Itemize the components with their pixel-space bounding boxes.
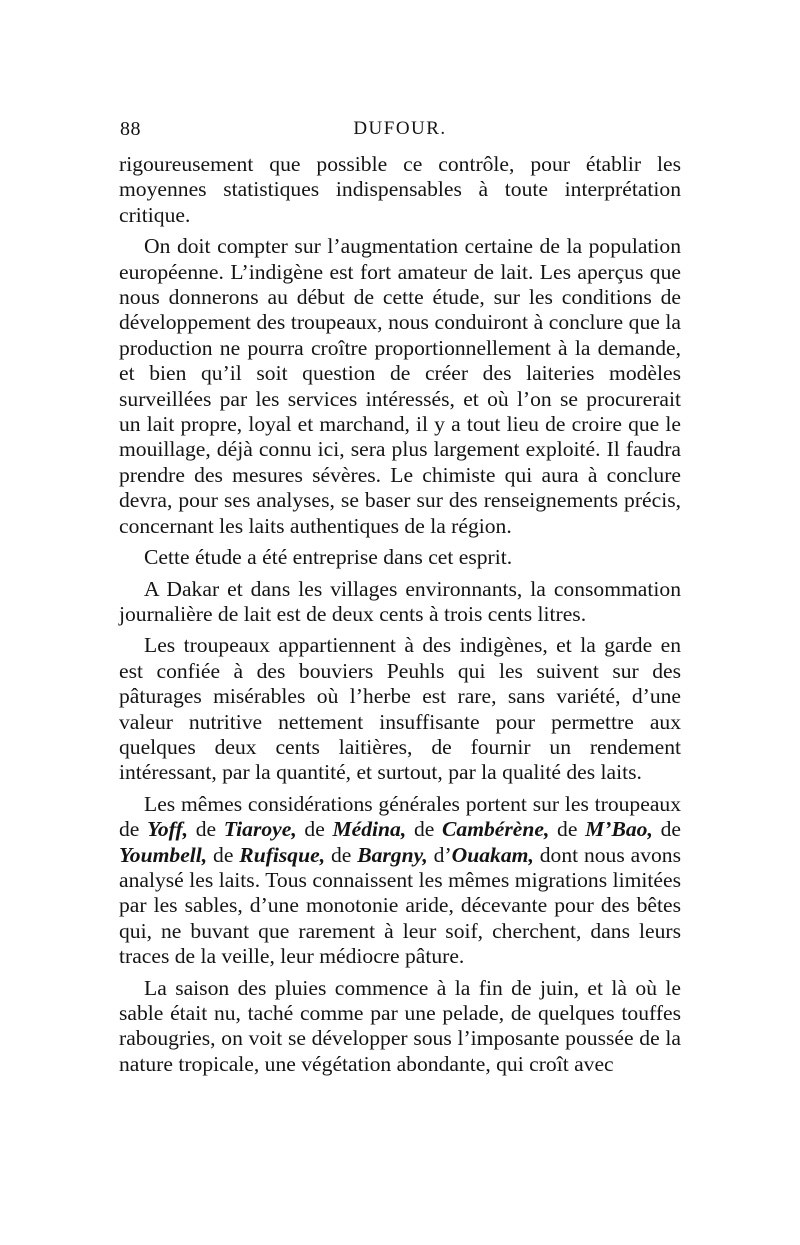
- text-segment: de: [413, 817, 435, 842]
- place-yoff: Yoff,: [147, 817, 189, 842]
- text-segment: de: [330, 842, 352, 867]
- text-segment: d’: [433, 842, 452, 867]
- paragraph-saison: La saison des pluies commence à la fin de juin, et là où le sable était nu, taché comme par une pelade, de quelques touffes rabougries, on voit se développer sous l’imposante poussée de la nature tropicale, une végétation abondante, qui croît avec: [119, 975, 681, 1076]
- place-mbao: M’Bao,: [585, 817, 653, 842]
- text-segment: dont nous avons analysé les laits. Tous connaissent les mêmes migrations limitées par les sables, d’une monotonie aride, décevante pour des bêtes qui, ne buvant que rarement à leur soif, cherchent, dans leurs traces de la veille, leur médiocre pâture.: [119, 842, 681, 969]
- paragraph-troupeaux: Les troupeaux appartiennent à des indigènes, et la garde en est confiée à des bouviers Peuhls qui les suivent sur des pâturages misérables où l’herbe est rare, sans variété, d’une valeur nutritive nettement insuffisante pour permettre aux quelques deux cents laitières, de fournir un rendement intéressant, par la quantité, et surtout, par la qualité des laits.: [119, 633, 681, 785]
- place-rufisque: Rufisque,: [239, 842, 326, 867]
- place-camberene: Cambérène,: [442, 817, 550, 842]
- place-youmbell: Youmbell,: [119, 842, 208, 867]
- place-medina: Médina,: [332, 817, 407, 842]
- paragraph-considerations: [119, 792, 681, 970]
- running-head: DUFOUR.: [353, 118, 447, 139]
- paragraph-population: On doit compter sur l’augmentation certaine de la population européenne. L’indigène est fort amateur de lait. Les aperçus que nous donnerons au début de cette étude, sur les conditions de développement des troupeaux, nous conduiront à conclure que la production ne pourra croître proportionnellement à la demande, et bien qu’il soit question de créer des laiteries modèles surveillées par les services intéressés, et où l’on se procurerait un lait propre, loyal et marchand, il y a tout lieu de croire que le mouillage, déjà connu ici, sera plus largement exploité. Il faudra prendre des mesures sévères. Le chimiste qui aura à conclure devra, pour ses analyses, se baser sur des renseignements précis, concernant les laits authentiques de la région.: [119, 234, 681, 538]
- paragraph-continuation: rigoureusement que possible ce contrôle, pour établir les moyennes statistiques indispensables à toute interprétation critique.: [119, 152, 681, 227]
- place-ouakam: Ouakam,: [451, 842, 534, 867]
- text-segment: de: [557, 817, 578, 842]
- page-number: 88: [120, 118, 141, 140]
- place-bargny: Bargny,: [357, 842, 428, 867]
- text-segment: de: [195, 817, 217, 842]
- page-header: [120, 118, 680, 142]
- place-tiaroye: Tiaroye,: [223, 817, 297, 842]
- page-body: [119, 152, 681, 1083]
- paragraph-etude: Cette étude a été entreprise dans cet esprit.: [144, 545, 513, 570]
- text-segment: de: [213, 842, 234, 867]
- text-segment: de: [304, 817, 325, 842]
- paragraph-dakar: A Dakar et dans les villages environnants, la consommation journalière de lait est de deux cents à trois cents litres.: [119, 576, 681, 626]
- text-segment: de: [660, 817, 681, 842]
- text-segment: Les mêmes considérations générales portent sur les troupeaux de: [119, 791, 681, 842]
